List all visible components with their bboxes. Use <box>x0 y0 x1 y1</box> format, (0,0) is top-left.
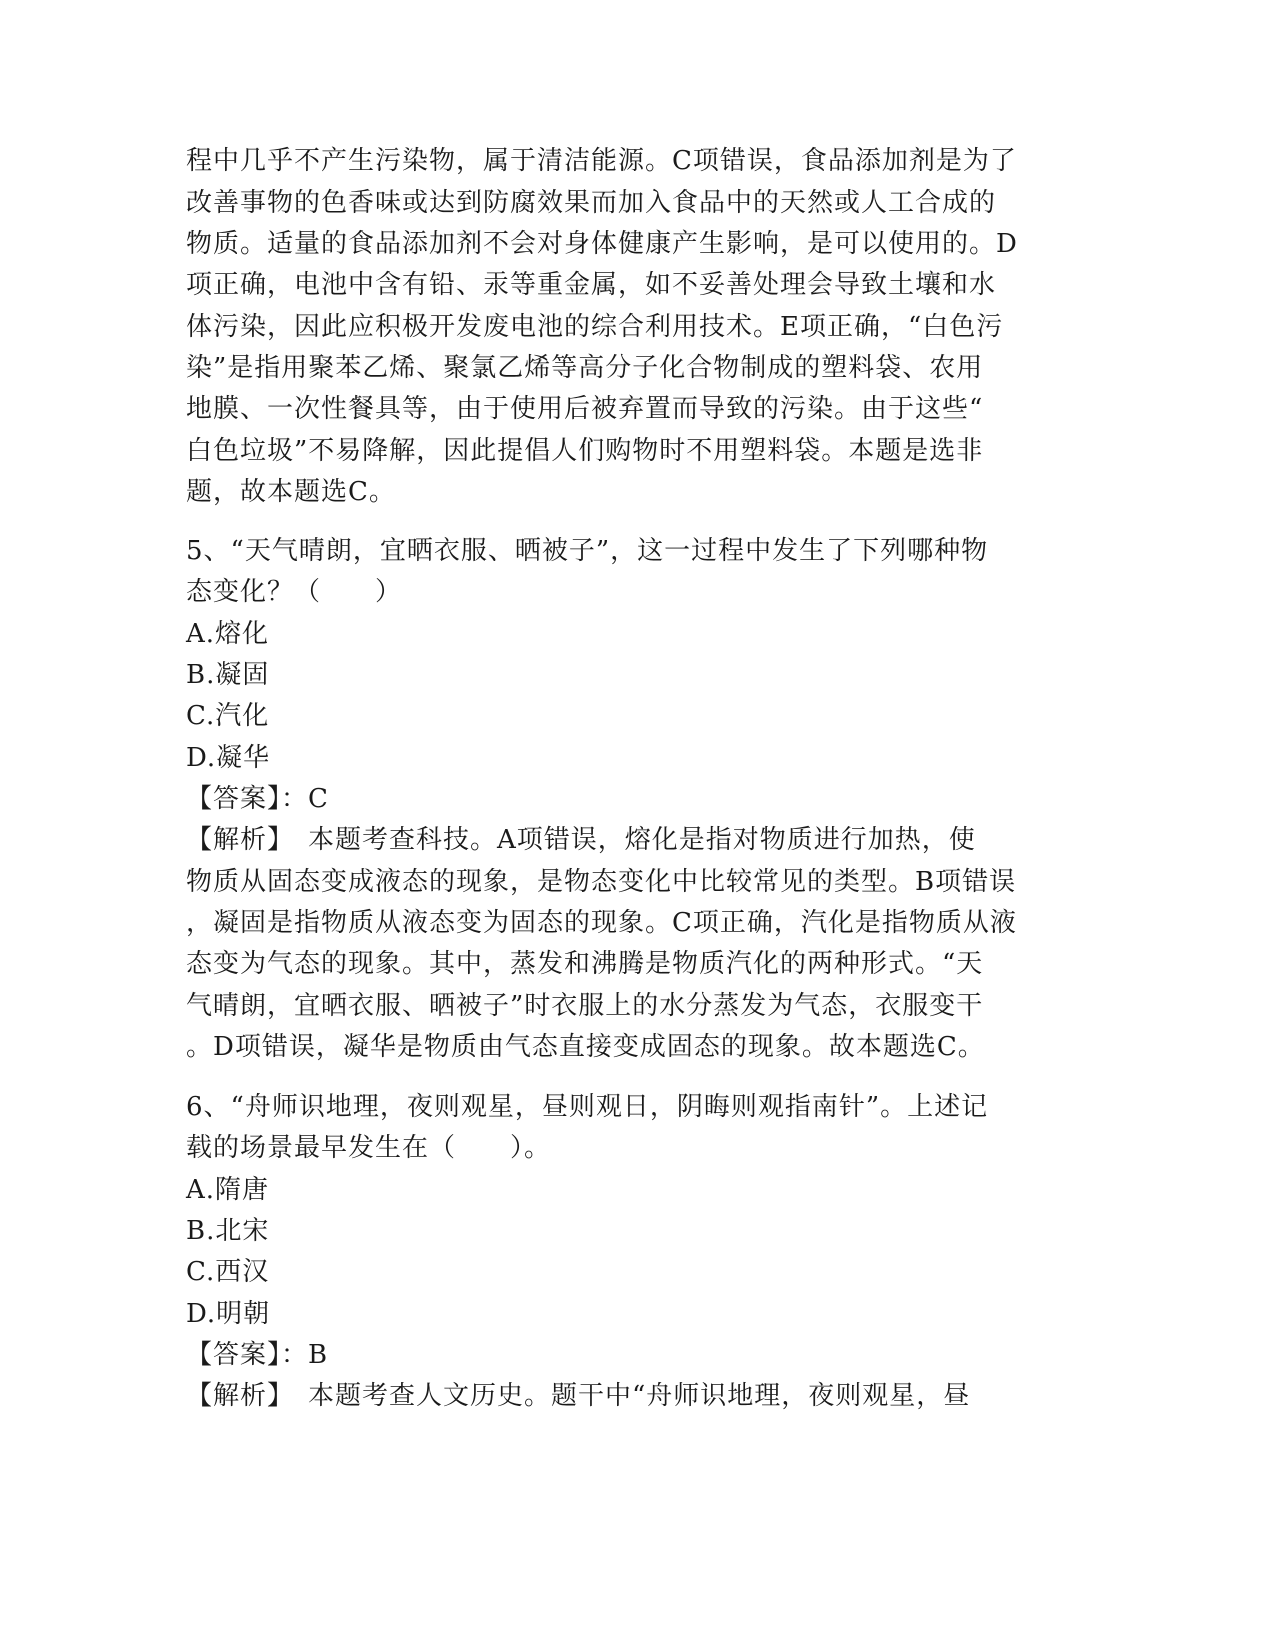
text-line: 物质。适量的食品添加剂不会对身体健康产生影响，是可以使用的。D <box>186 229 1018 259</box>
question-stem: 5、“天气晴朗，宜晒衣服、晒被子”，这一过程中发生了下列哪种物 <box>186 536 989 566</box>
text-line: 染”是指用聚苯乙烯、聚氯乙烯等高分子化合物制成的塑料袋、农用 <box>186 353 984 383</box>
text-line: 题，故本题选C。 <box>186 477 396 507</box>
question-stem: 6、“舟师识地理，夜则观星，昼则观日，阴晦则观指南针”。上述记 <box>186 1092 989 1122</box>
analysis-line: 。D项错误，凝华是物质由气态直接变成固态的现象。故本题选C。 <box>186 1032 985 1062</box>
analysis-line: 【解析】 本题考查人文历史。题干中“舟师识地理，夜则观星，昼 <box>186 1381 971 1411</box>
text-line: 体污染，因此应积极开发废电池的综合利用技术。E项正确，“白色污 <box>186 312 1004 342</box>
option-a: A.隋唐 <box>186 1175 270 1205</box>
option-a: A.熔化 <box>186 619 270 649</box>
analysis-line: 气晴朗，宜晒衣服、晒被子”时衣服上的水分蒸发为气态，衣服变干 <box>186 991 984 1021</box>
option-c: C.汽化 <box>186 701 270 731</box>
answer-line: 【答案】：B <box>186 1340 329 1370</box>
option-c: C.西汉 <box>186 1257 270 1287</box>
answer-line: 【答案】：C <box>186 784 329 814</box>
option-d: D.凝华 <box>186 743 271 773</box>
option-b: B.凝固 <box>186 660 270 690</box>
question-stem: 态变化？（ ） <box>186 577 403 607</box>
text-line: 白色垃圾”不易降解，因此提倡人们购物时不用塑料袋。本题是选非 <box>186 436 984 466</box>
analysis-line: 物质从固态变成液态的现象，是物态变化中比较常见的类型。B项错误 <box>186 867 1017 897</box>
analysis-line: 【解析】 本题考查科技。A项错误，熔化是指对物质进行加热，使 <box>186 825 976 855</box>
analysis-line: ，凝固是指物质从液态变为固态的现象。C项正确，汽化是指物质从液 <box>186 908 1017 938</box>
text-line: 程中几乎不产生污染物，属于清洁能源。C项错误，食品添加剂是为了 <box>186 146 1017 176</box>
analysis-line: 态变为气态的现象。其中，蒸发和沸腾是物质汽化的两种形式。“天 <box>186 949 984 979</box>
option-b: B.北宋 <box>186 1216 270 1246</box>
question-stem: 载的场景最早发生在（ ）。 <box>186 1133 552 1163</box>
text-line: 地膜、一次性餐具等，由于使用后被弃置而导致的污染。由于这些“ <box>186 394 984 424</box>
text-line: 改善事物的色香味或达到防腐效果而加入食品中的天然或人工合成的 <box>186 188 997 218</box>
option-d: D.明朝 <box>186 1299 271 1329</box>
text-line: 项正确，电池中含有铅、汞等重金属，如不妥善处理会导致土壤和水 <box>186 270 997 300</box>
